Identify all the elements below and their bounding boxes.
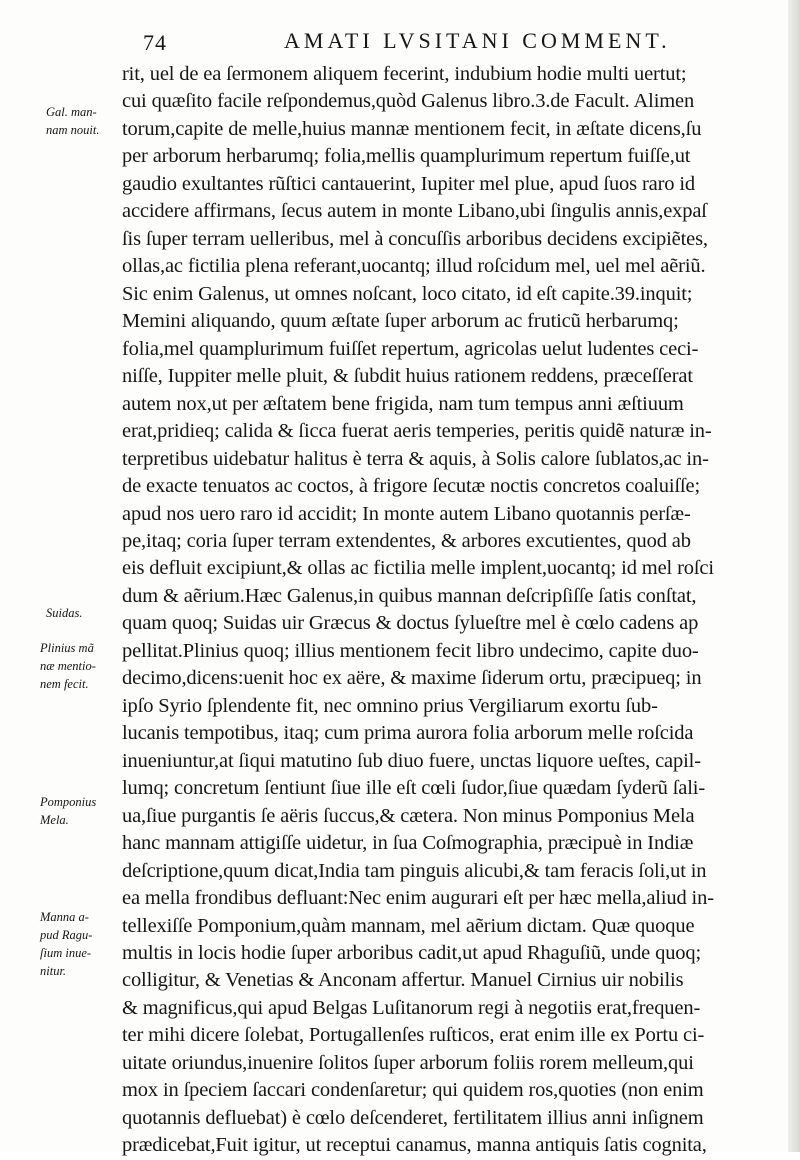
margin-note-line: Pomponius (40, 795, 97, 809)
text-line: pellitat.Plinius quoq; illius mentionem fecit libro undecimo, capite duo- (122, 639, 699, 662)
text-line: terpretibus uidebatur halitus è terra & aquis, à Solis calore ſublatos,ac in- (122, 447, 709, 470)
text-line: deſcriptione,quum dicat,India tam pinguis alicubi,& tam feracis ſoli,ut in (122, 859, 707, 882)
text-line: uitate oriundus,inuenire ſolitos ſuper arborum foliis rorem melleum,qui (122, 1051, 694, 1074)
margin-note-line: nem fecit. (40, 677, 89, 691)
text-line: colligitur, & Venetias & Anconam affertur. Manuel Cirnius uir nobilis (122, 969, 684, 992)
text-line: lumq; concretum ſentiunt ſiue ille eſt cœli ſudor,ſiue quædam ſyderũ ſali- (122, 777, 706, 800)
text-line: quam quoq; Suidas uir Græcus & doctus ſylueſtre mel è cœlo cadens ap (122, 612, 699, 635)
text-line: autem nox,ut per æſtatem bene frigida, nam tum tempus anni æſtiuum (122, 392, 684, 415)
text-line: torum,capite de melle,huius mannæ mentionem fecit, in æſtate dicens,ſu (122, 117, 702, 140)
body-text (122, 61, 770, 1160)
text-line: per arborum herbarumq; folia,mellis quamplurimum repertum fuiſſe,ut (122, 145, 691, 168)
margin-note-line: Manna a- (40, 910, 89, 924)
margin-note-line: Plinius mã (40, 641, 94, 655)
text-line: ollas,ac fictilia plena referant,uocantq; illud roſcidum mel, uel mel aẽriũ. (122, 255, 706, 278)
page-edge-shadow (788, 0, 800, 1152)
margin-note-manna-ragusa (40, 908, 92, 980)
margin-note-line: nitur. (40, 964, 67, 978)
text-line: pe,itaq; coria ſuper terram extendentes, & arbores excutientes, quod ab (122, 529, 691, 552)
margin-note-galen (46, 103, 99, 139)
margin-note-line: nam nouit. (46, 123, 100, 137)
margin-note-pomponius (40, 793, 96, 829)
text-line: inueniuntur,at ſiqui matutino ſub diuo fuere, unctas liquore ueſtes, capil- (122, 749, 701, 772)
text-line: ipſo Syrio ſplendente fit, nec omnino prius Vergiliarum exortu ſub- (122, 694, 658, 717)
text-line: accidere affirmans, ſecus autem in monte Libano,ubi ſingulis annis,expaſ (122, 200, 707, 223)
text-line: ſis ſuper terram uelleribus, mel à concuſſis arboribus decidens excipiẽtes, (122, 227, 708, 250)
text-line: niſſe, Iuppiter melle pluit, & ſubdit huius rationem reddens, præceſſerat (122, 365, 693, 388)
text-line: hanc mannam attigiſſe uidetur, in ſua Coſmographia, præcipuè in Indiæ (122, 832, 694, 855)
page-number: 74 (143, 30, 167, 55)
text-line: folia,mel quamplurimum fuiſſet repertum, agricolas uelut ludentes ceci- (122, 337, 699, 360)
margin-note-line: næ mentio- (40, 659, 96, 673)
text-line: multis in locis hodie ſuper arboribus cadit,ut apud Rhaguſiũ, unde quoq; (122, 942, 702, 964)
margin-note-line: Gal. man- (46, 105, 97, 119)
text-line: ea mella frondibus defluant:Nec enim augurari eſt per hæc mella,aliud in- (122, 887, 714, 910)
text-line: tellexiſſe Pomponium,quàm mannam, mel aẽrium dictam. Quæ quoque (122, 914, 695, 937)
margin-note-line: Mela. (40, 813, 69, 827)
text-line: de exacte tenuatos ac coctos, à frigore ſecutæ noctis concretos coaluiſſe; (122, 475, 701, 498)
margin-note-line: pud Ragu- (40, 928, 93, 942)
text-line: lucanis tempotibus, itaq; cum prima aurora folia arborum melle roſcida (122, 722, 694, 745)
text-line: Sic enim Galenus, ut omnes noſcant, loco citato, id eſt capite.39.inquit; (122, 282, 693, 305)
text-line: rit, uel de ea ſermonem aliquem fecerint, indubium hodie multi uertut; (122, 63, 687, 85)
text-line: ter mihi dicere ſolebat, Portugallenſes ruſticos, erat enim ille ex Portu ci- (122, 1024, 705, 1047)
running-head: AMATI LVSITANI COMMENT. (284, 28, 671, 53)
text-line: eis defluit excipiunt,& ollas ac fictilia melle implent,uocantq; id mel roſci (122, 557, 714, 580)
margin-notes (0, 0, 122, 1152)
text-line: erat,pridieq; calida & ſicca fuerat aeris temperies, peritis quidẽ naturæ in- (122, 420, 712, 443)
text-line: ua,ſiue purgantis ſe aëris ſuccus,& cætera. Non minus Pomponius Mela (122, 804, 695, 827)
text-line: decimo,dicens:uenit hoc ex aëre, & maxime ſiderum ortu, præcipueq; in (122, 667, 702, 690)
text-line: & magnificus,qui apud Belgas Luſitanorum regi à negotiis erat,frequen- (122, 996, 701, 1019)
margin-note-line: Suidas. (46, 606, 83, 620)
text-line: mox in ſpeciem ſaccari condenſaretur; qui quidem ros,quoties (non enim (122, 1079, 704, 1102)
text-line: apud nos uero raro id accidit; In monte autem Libano quotannis perſæ- (122, 502, 691, 525)
text-line: prædicebat,Fuit igitur, ut receptui canamus, manna antiquis ſatis cognita, (122, 1134, 707, 1157)
text-line: cui quæſito facile reſpondemus,quòd Galenus libro.3.de Facult. Alimen (122, 90, 695, 113)
text-line: quotannis defluebat) è cœlo deſcenderet, fertilitatem illius anni inſignem (122, 1106, 704, 1129)
text-line: dum & aẽrium.Hæc Galenus,in quibus mannan deſcripſiſſe ſatis conſtat, (122, 584, 697, 607)
margin-note-plinius (40, 639, 96, 693)
text-line: Memini aliquando, quum æſtate ſuper arborum ac fruticũ herbarumq; (122, 310, 679, 333)
margin-note-line: ſium inue- (40, 946, 92, 960)
margin-note-suidas (46, 604, 82, 622)
text-line: gaudio exultantes rũſtici cantauerint, Iupiter mel plue, apud ſuos raro id (122, 172, 695, 195)
